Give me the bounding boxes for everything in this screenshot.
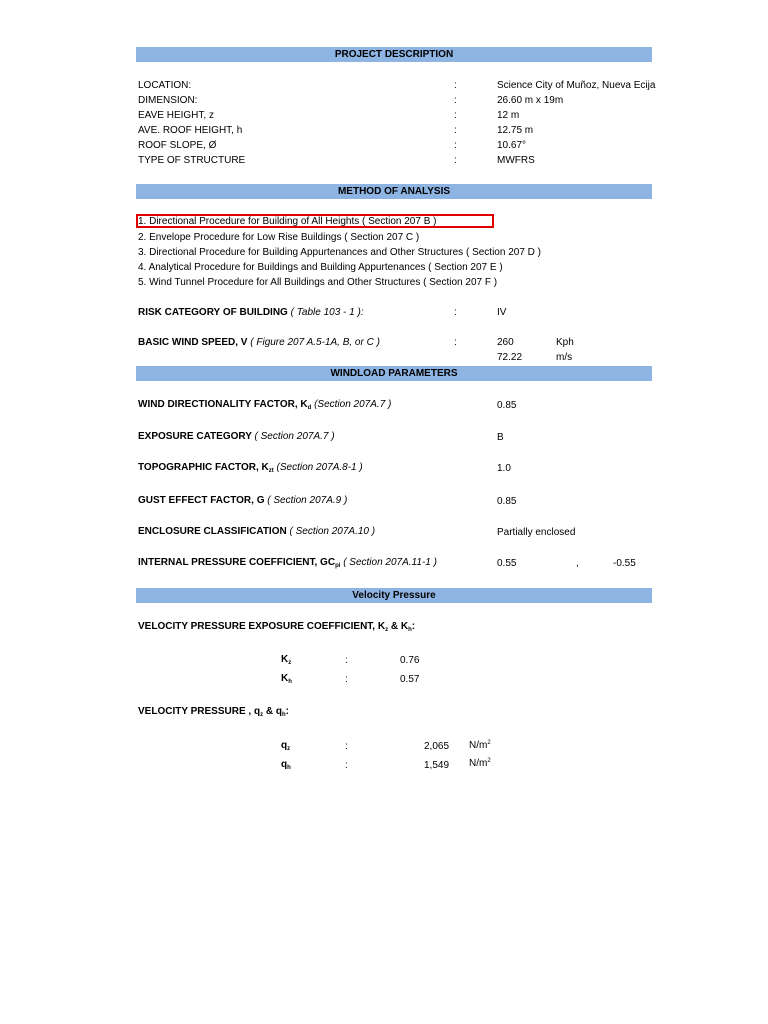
qh-unit: $N/m^2$ — [469, 758, 491, 769]
velocity-pressure-header: Velocity Pressure — [136, 588, 652, 603]
kh-sep: : — [345, 674, 348, 685]
risk-category-sep: : — [454, 307, 457, 318]
dimension-label: DIMENSION: — [138, 95, 198, 106]
qh-sep: : — [345, 760, 348, 771]
structure-type-label: TYPE OF STRUCTURE — [138, 155, 246, 166]
wind-speed-sep: : — [454, 337, 457, 348]
method-item-5: 5. Wind Tunnel Procedure for All Buildings and Other Structures ( Section 207 F ) — [138, 277, 498, 288]
qh-value: 1,549 — [424, 760, 450, 771]
risk-category-value: IV — [497, 307, 507, 318]
roof-height-value: 12.75 m — [497, 125, 534, 136]
roof-slope-label: ROOF SLOPE, Ø — [138, 140, 217, 151]
dimension-sep: : — [454, 95, 457, 106]
internal-pressure-positive-value: 0.55 — [497, 558, 517, 569]
gust-factor-value: 0.85 — [497, 496, 517, 507]
qz-value: 2,065 — [424, 741, 450, 752]
eave-height-label: EAVE HEIGHT, z — [138, 110, 214, 121]
exposure-category-label: EXPOSURE CATEGORY ( Section 207A.7 ) — [138, 431, 335, 442]
topographic-factor-value: 1.0 — [497, 463, 511, 474]
kh-value: 0.57 — [400, 674, 420, 685]
structure-type-sep: : — [454, 155, 457, 166]
wind-speed-label: BASIC WIND SPEED, V ( Figure 207 A.5-1A, B, or C ) — [138, 337, 380, 348]
kh-symbol: $K_h$ — [281, 673, 292, 685]
exposure-category-value: B — [497, 432, 504, 443]
method-item-3: 3. Directional Procedure for Building Appurtenances and Other Structures ( Section 207 D ) — [138, 247, 541, 258]
method-item-4: 4. Analytical Procedure for Buildings and Building Appurtenances ( Section 207 E ) — [138, 262, 503, 273]
location-sep: : — [454, 80, 457, 91]
method-item-1: 1. Directional Procedure for Building of All Heights ( Section 207 B ) — [138, 216, 437, 227]
internal-pressure-comma: , — [576, 558, 579, 569]
kz-symbol: $K_z$ — [281, 654, 292, 666]
method-of-analysis-header: METHOD OF ANALYSIS — [136, 184, 652, 199]
wind-speed-ms-value: 72.22 — [497, 352, 523, 363]
roof-height-label: AVE. ROOF HEIGHT, h — [138, 125, 243, 136]
topographic-factor-label: TOPOGRAPHIC FACTOR, $K_{zt}$ (Section 207A.8-1 ) — [138, 462, 363, 474]
kz-sep: : — [345, 655, 348, 666]
dimension-value: 26.60 m x 19m — [497, 95, 564, 106]
project-description-header: PROJECT DESCRIPTION — [136, 47, 652, 62]
velocity-pressure-title: VELOCITY PRESSURE , $q_z$ & $q_h$: — [138, 706, 289, 718]
qz-unit: $N/m^2$ — [469, 740, 491, 751]
roof-slope-value: 10.67° — [497, 140, 527, 151]
enclosure-classification-label: ENCLOSURE CLASSIFICATION ( Section 207A.10 ) — [138, 526, 376, 537]
location-label: LOCATION: — [138, 80, 192, 91]
enclosure-classification-value: Partially enclosed — [497, 527, 576, 538]
roof-slope-sep: : — [454, 140, 457, 151]
location-value: Science City of Muñoz, Nueva Ecija — [497, 80, 656, 91]
windload-parameters-header: WINDLOAD PARAMETERS — [136, 366, 652, 381]
eave-height-sep: : — [454, 110, 457, 121]
roof-height-sep: : — [454, 125, 457, 136]
method-item-2: 2. Envelope Procedure for Low Rise Buildings ( Section 207 C ) — [138, 232, 420, 243]
wind-speed-ms-unit: m/s — [556, 352, 573, 363]
structure-type-value: MWFRS — [497, 155, 535, 166]
qz-symbol: $q_z$ — [281, 740, 291, 752]
gust-factor-label: GUST EFFECT FACTOR, G ( Section 207A.9 ) — [138, 495, 348, 506]
exposure-coefficient-title: VELOCITY PRESSURE EXPOSURE COEFFICIENT, $K_z$ & $K_h$: — [138, 621, 416, 633]
eave-height-value: 12 m — [497, 110, 520, 121]
wind-speed-kph-value: 260 — [497, 337, 514, 348]
kz-value: 0.76 — [400, 655, 420, 666]
qh-symbol: $q_h$ — [281, 759, 291, 771]
risk-category-label: RISK CATEGORY OF BUILDING ( Table 103 - 1 ): — [138, 307, 364, 318]
wind-speed-kph-unit: Kph — [556, 337, 574, 348]
directionality-factor-label: WIND DIRECTIONALITY FACTOR, $K_d$ (Section 207A.7 ) — [138, 399, 392, 411]
qz-sep: : — [345, 741, 348, 752]
internal-pressure-negative-value: -0.55 — [613, 558, 636, 569]
directionality-factor-value: 0.85 — [497, 400, 517, 411]
internal-pressure-coefficient-label: INTERNAL PRESSURE COEFFICIENT, $GC_{pi}$ ( Section 207A.11-1 ) — [138, 557, 437, 569]
